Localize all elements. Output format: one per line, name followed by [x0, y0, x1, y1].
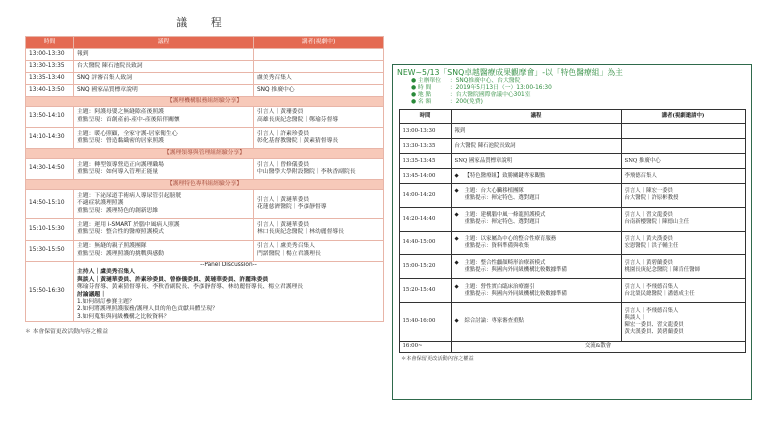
- time-cell: 16:00~: [399, 341, 451, 352]
- diamond-icon: ◆: [454, 235, 459, 242]
- cell-line: [455, 260, 618, 267]
- diamond-icon: ◆: [454, 188, 459, 195]
- time-cell: 13:45-14:00: [399, 169, 451, 184]
- speaker-cell: [621, 255, 745, 279]
- cell-line: 台北榮民總醫院｜潘德成主任: [624, 290, 695, 297]
- panel-line: 主持人｜盧美秀召集人: [77, 269, 135, 276]
- cell-text: 主題：台大心臟移植團隊: [464, 188, 524, 195]
- cell-text: 主題：建構腦中風一條龍照護模式: [464, 212, 546, 219]
- agenda-cell: [451, 124, 621, 139]
- agenda-cell: [451, 279, 621, 303]
- cell-line: [455, 236, 618, 243]
- cell-line: 引言人｜黃碧蘭委員: [624, 259, 674, 266]
- cell-line: 台大醫院｜許原彬教授: [624, 195, 679, 202]
- flyer-header: [393, 65, 751, 106]
- cell-line: [455, 143, 618, 150]
- cell-line: 林口長庚紀念醫院｜林幼麗督導長: [257, 229, 344, 236]
- time-cell: 13:40-13:50: [26, 85, 74, 97]
- speaker-cell: [621, 124, 745, 139]
- cell-line: 引言人｜許素珍委員: [257, 130, 310, 137]
- cell-text: SNQ 國家品質標章說明: [454, 157, 513, 164]
- cell-line: 宏恩醫院｜洪子輔主任: [624, 242, 679, 249]
- cell-line: 李飛德召集人: [624, 172, 657, 179]
- cell-line: 不適症狀護理照護: [77, 200, 124, 207]
- table-row: [399, 169, 745, 184]
- info-label: 時 間: [417, 85, 432, 91]
- agenda-cell: [451, 154, 621, 169]
- speaker-cell: [621, 169, 745, 184]
- panel-cell: [74, 262, 384, 322]
- agenda-title: 議 程: [176, 16, 232, 29]
- table-row: [26, 262, 384, 322]
- agenda-cell: [74, 61, 254, 73]
- info-value: ：SNQ推廣中心、台大醫院: [449, 78, 521, 84]
- cell-line: 重點呈現：營造黏織密的居家照護: [77, 138, 164, 145]
- agenda-cell: [451, 231, 621, 255]
- speaker-cell: [254, 85, 384, 97]
- cell-line: [455, 219, 618, 226]
- cell-line: SNQ 國家品質標章說明: [77, 86, 138, 93]
- cell-line: [455, 291, 618, 298]
- agenda-cell: [74, 240, 254, 261]
- cell-line: 黃夫漢委員、黃碧蘭委員: [624, 328, 684, 335]
- info-value: ：台大醫院國際會議中心301室: [449, 92, 531, 98]
- panel-line: 與談人｜黃璉華委員、許素珍委員、曾修儀委員、黃璉華委員、許麗珠委員: [77, 276, 269, 283]
- cell-line: 主題：下泌尿道手術病人導尿管引起膀胱: [77, 192, 182, 199]
- cell-line: [455, 284, 618, 291]
- speaker-cell: [254, 73, 384, 85]
- cell-line: 台南新樓醫院｜陳德山主任: [624, 219, 690, 226]
- left-agenda-table: [25, 36, 384, 322]
- time-cell: 14:30-14:50: [26, 158, 74, 179]
- speaker-cell: [621, 231, 745, 255]
- cell-line: 引言人｜李飛德召集人: [624, 307, 679, 314]
- cell-line: 引言人｜盧美秀召集人: [257, 243, 315, 250]
- speaker-cell: [254, 158, 384, 179]
- cell-line: SNQ 推廣中心: [624, 157, 661, 164]
- cell-line: 重點呈現：如何導入管理正能量: [77, 168, 159, 175]
- cell-line: 報到: [77, 50, 89, 57]
- table-row: [399, 279, 745, 303]
- table-row: [399, 139, 745, 154]
- speaker-cell: [621, 139, 745, 154]
- time-cell: 14:40-15:00: [399, 231, 451, 255]
- right-flyer: [392, 64, 752, 400]
- table-row: [26, 73, 384, 85]
- table-row: [399, 255, 745, 279]
- cell-line: 與談人｜: [624, 314, 647, 321]
- cell-line: 主題：運用 i-SMART 於腦中風病人照護: [77, 222, 180, 229]
- table-row: [26, 158, 384, 179]
- cell-text: 主題：營性實白臨床治療濾引: [464, 283, 535, 290]
- cell-line: 引言人｜黃璉華委員: [257, 222, 310, 229]
- agenda-cell: [451, 302, 621, 341]
- table-row: [399, 207, 745, 231]
- cell-line: 盧美秀召集人: [257, 74, 292, 81]
- table-row: [399, 124, 745, 139]
- speaker-cell: [621, 184, 745, 208]
- cell-text: 重點提示：揮定特色、選對題目: [464, 219, 540, 226]
- cell-line: [455, 158, 618, 165]
- time-cell: 15:40-16:00: [399, 302, 451, 341]
- table-row: [26, 49, 384, 61]
- cell-text: 重點提示：資料準備與收集: [464, 242, 530, 249]
- time-cell: 15:10-15:30: [26, 219, 74, 240]
- table-row: [399, 231, 745, 255]
- time-cell: 14:20-14:40: [399, 207, 451, 231]
- table-row: [26, 189, 384, 219]
- time-cell: 13:35-13:40: [26, 73, 74, 85]
- cell-text: 重點提示：與國內外同級機構比較數據準備: [464, 266, 567, 273]
- info-value: ：200(免費): [449, 99, 483, 105]
- agenda-cell: [451, 255, 621, 279]
- diamond-icon: ◆: [454, 172, 459, 179]
- header-speaker: 講者(視劇中): [254, 37, 384, 49]
- info-value: ：2019年5月13日（一）13:00-16:30: [449, 85, 552, 91]
- info-label: 主辦單位: [417, 78, 442, 84]
- speaker-cell: [254, 61, 384, 73]
- table-row: [26, 85, 384, 97]
- section-row: [26, 180, 384, 190]
- agenda-cell: [74, 189, 254, 219]
- flyer-title: NEW~5/13「SNQ卓越醫療成果觀摩會」-以「特色醫療組」為主: [397, 68, 623, 77]
- cell-line: 引言人｜曾修儀委員: [257, 161, 310, 168]
- speaker-cell: [254, 106, 384, 127]
- panel-line: 1.如何制訂參賽主題？: [77, 299, 135, 306]
- agenda-cell: [451, 184, 621, 208]
- info-line: [397, 92, 747, 99]
- table-row: [399, 302, 745, 341]
- cell-line: [455, 243, 618, 250]
- cell-line: 高雄長庚紀念醫院｜鄭瑜芬督導: [257, 116, 339, 123]
- bullet-icon: ●: [411, 99, 418, 105]
- agenda-cell: [74, 158, 254, 179]
- table-row: [26, 219, 384, 240]
- disclaimer-note: ＊ 本會保留更改活動內容之權益: [25, 329, 108, 336]
- cell-line: 主題：暖心照顧，全家守護-居家衛生心: [77, 130, 178, 137]
- cell-line: 桃園長庚紀念醫院｜陳肯任醫師: [624, 266, 700, 273]
- cell-line: 引言人｜黃夫漢委員: [624, 235, 674, 242]
- time-cell: 15:20-15:40: [399, 279, 451, 303]
- panel-line: 鄭瑜芬督導、黃素猜督導長、李秋香副院長、李彥靜督導、林幼麗督導長、楊立君護理長: [77, 284, 304, 291]
- time-cell: 13:00-13:30: [26, 49, 74, 61]
- agenda-cell: [451, 139, 621, 154]
- speaker-cell: [254, 219, 384, 240]
- time-cell: 14:50-15:10: [26, 189, 74, 219]
- info-label: 名 額: [417, 99, 432, 105]
- diamond-icon: ◆: [454, 283, 459, 290]
- cell-line: 引言人｜李飛德召集人: [624, 283, 679, 290]
- time-cell: 13:35-13:45: [399, 154, 451, 169]
- table-row: [26, 240, 384, 261]
- cell-line: 重點呈現：首創產前-產中-產後陪伴關懷: [77, 116, 180, 123]
- flyer-info: [397, 78, 747, 106]
- table-row: [399, 154, 745, 169]
- cell-text: 【特色醫療組】致勝關鍵專家觀點: [464, 172, 546, 179]
- right-agenda-table: [399, 109, 746, 353]
- cell-line: 引言人｜陳宏一委員: [624, 188, 674, 195]
- time-cell: 13:30-13:35: [26, 61, 74, 73]
- cell-line: 中山醫學大學附設醫院｜李秋香副院長: [257, 168, 356, 175]
- cell-line: [455, 195, 618, 202]
- speaker-cell: [254, 189, 384, 219]
- cell-line: 主題：無縫的親子照護團隊: [77, 243, 147, 250]
- agenda-cell: [74, 73, 254, 85]
- disclaimer-note: ＊本會保留更改活動內容之權益: [401, 355, 474, 362]
- cell-line: [455, 173, 618, 180]
- info-label: 地 點: [417, 92, 432, 98]
- agenda-cell: [451, 207, 621, 231]
- panel-line: 2.如何將護理照護服務/護理人員的角色貢獻具體呈現？: [77, 306, 218, 313]
- header-time: 時間: [26, 37, 74, 49]
- speaker-cell: [254, 49, 384, 61]
- diamond-icon: ◆: [454, 259, 459, 266]
- section-label: 【護理特色專科組經驗分享】: [26, 180, 384, 190]
- header-time: 時間: [399, 110, 451, 124]
- cell-text: 報到: [454, 127, 466, 134]
- agenda-cell: [74, 85, 254, 97]
- header-agenda: 議程: [74, 37, 254, 49]
- section-row: [26, 97, 384, 107]
- agenda-cell: [74, 219, 254, 240]
- bullet-icon: ●: [411, 92, 418, 98]
- bullet-icon: ●: [411, 78, 418, 84]
- time-cell: 13:50-14:10: [26, 106, 74, 127]
- time-cell: 14:00-14:20: [399, 184, 451, 208]
- cell-text: 綜合討論：專家審查重點: [464, 318, 524, 325]
- cell-line: 交流&散會: [584, 343, 612, 350]
- panel-line: 3.如何蒐集與同級機構之比較資料？: [77, 313, 170, 320]
- cell-line: 重點呈現：護理特色的創新思維: [77, 207, 159, 214]
- agenda-cell: [451, 169, 621, 184]
- cell-text: 重點提示：與國內外同級機構比較數據準備: [464, 290, 567, 297]
- cell-line: 彰化基督教醫院｜黃素猜督導長: [257, 138, 339, 145]
- cell-line: SNQ 評審召集人致詞: [77, 74, 132, 81]
- time-cell: 13:00-13:30: [399, 124, 451, 139]
- bullet-icon: ●: [411, 85, 418, 91]
- cell-line: 台大醫院 陳石池院長致詞: [77, 62, 143, 69]
- cell-line: [455, 128, 618, 135]
- cell-line: SNQ 推廣中心: [257, 86, 295, 93]
- time-cell: 14:10-14:30: [26, 127, 74, 148]
- cell-line: 陳宏一委員、習文龍委員: [624, 321, 684, 328]
- cell-line: 主題：阿護母嬰之無縫隙產後照護: [77, 109, 164, 116]
- table-row: [26, 106, 384, 127]
- diamond-icon: ◆: [454, 212, 459, 219]
- time-cell: 13:30-13:35: [399, 139, 451, 154]
- agenda-cell: [74, 49, 254, 61]
- cell-line: 主題：轉型領導營造正向護理職場: [77, 161, 164, 168]
- cell-line: 花蓮慈濟醫院｜李彥靜督導: [257, 203, 327, 210]
- left-agenda: [25, 10, 383, 335]
- speaker-cell: [254, 240, 384, 261]
- cell-line: 引言人｜黃璉華委員: [257, 196, 310, 203]
- panel-line: 討論議題｜: [77, 291, 106, 298]
- table-row: [399, 184, 745, 208]
- cell-line: [455, 318, 618, 325]
- cell-text: 台大醫院 陳石池院長致詞: [454, 142, 516, 149]
- cell-line: [455, 267, 618, 274]
- cell-line: 重點呈現：整合性的醫療照護模式: [77, 229, 164, 236]
- agenda-cell: [74, 127, 254, 148]
- time-cell: 15:00-15:20: [399, 255, 451, 279]
- cell-line: 重點呈現：護理照護的挑戰與感動: [77, 250, 164, 257]
- speaker-cell: [254, 127, 384, 148]
- speaker-cell: [621, 302, 745, 341]
- info-line: [397, 78, 747, 85]
- cell-text: 重點提示：揮定特色、選對題目: [464, 195, 540, 202]
- table-row: [26, 127, 384, 148]
- table-row: [26, 61, 384, 73]
- speaker-cell: [621, 154, 745, 169]
- cell-line: 門諾醫院｜楊立君護理長: [257, 250, 321, 257]
- section-label: 【護理領導與管理組經驗分享】: [26, 149, 384, 159]
- speaker-cell: [621, 279, 745, 303]
- cell-line: 引言人｜習文龍委員: [624, 212, 674, 219]
- info-line: [397, 85, 747, 92]
- panel-title: --Panel Discussion--: [200, 262, 257, 269]
- section-label: 【護理機構服務組經驗分享】: [26, 97, 384, 107]
- time-cell: 15:50-16:30: [26, 262, 74, 322]
- table-header-row: [399, 110, 745, 124]
- time-cell: 15:30-15:50: [26, 240, 74, 261]
- table-row: [399, 341, 745, 352]
- cell-text: 主題：整合性顱顏畸形治療新模式: [464, 259, 546, 266]
- speaker-cell: [621, 207, 745, 231]
- section-row: [26, 149, 384, 159]
- cell-text: 主題：以家屬為中心的整合性療育服務: [464, 235, 557, 242]
- header-speaker: 講者(視劇邀請中): [621, 110, 745, 124]
- cell-line: 引言人｜黃珊委員: [257, 109, 304, 116]
- closing-cell: [451, 341, 745, 352]
- table-header-row: [26, 37, 384, 49]
- diamond-icon: ◆: [454, 318, 459, 325]
- info-line: [397, 99, 747, 106]
- agenda-cell: [74, 106, 254, 127]
- header-agenda: 議程: [451, 110, 621, 124]
